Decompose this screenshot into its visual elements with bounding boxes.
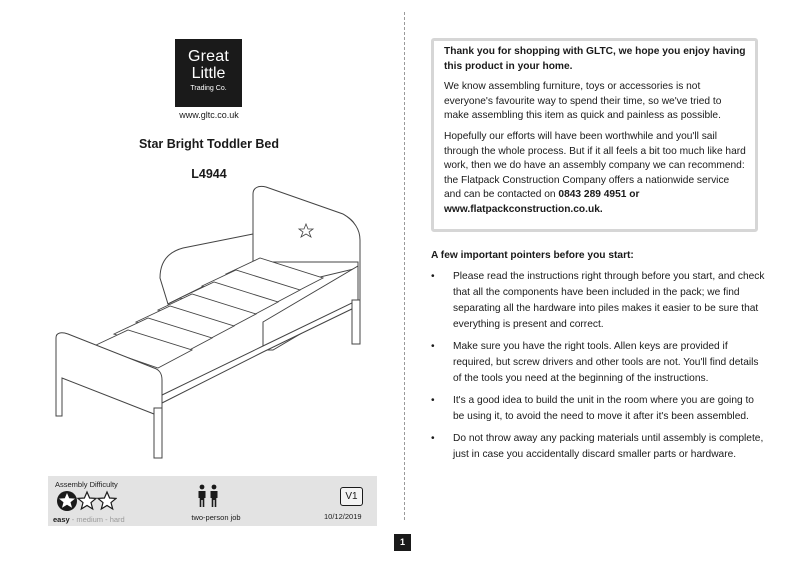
pointer-text: Do not throw away any packing materials until assembly is complete, just in case you accidentally discard smaller parts or hardware.: [453, 433, 764, 460]
product-title: Star Bright Toddler Bed: [138, 137, 280, 151]
difficulty-stars: [57, 490, 117, 512]
star-empty-icon: [78, 492, 96, 509]
brand-logo: [175, 39, 242, 107]
intro-paragraph-2-text: Hopefully our efforts will have been worthwhile and you'll sail through the whole process. But if it all feels a bit too much like hard work, then we do have an assembly company we can recommend: the Flatpack Construction Company offers a nationwide service and can be contacted on: [444, 130, 746, 201]
logo-line-2: Little: [191, 65, 226, 82]
intro-box: [431, 38, 758, 232]
intro-lead: Thank you for shopping with GLTC, we hope you enjoy having this product in your home.: [444, 46, 746, 72]
pointers-heading: A few important pointers before you start:: [431, 250, 634, 261]
version-badge: V1: [340, 487, 363, 506]
list-item: [431, 269, 766, 333]
list-item: [431, 431, 766, 463]
column-divider: [404, 12, 405, 520]
logo-line-1: Great: [187, 48, 229, 65]
star-filled-icon: [57, 491, 77, 511]
scale-sep: -: [103, 515, 110, 524]
list-item: [431, 393, 766, 425]
bullet: •: [431, 433, 435, 444]
website-text: www.gltc.co.uk: [179, 110, 239, 120]
bullet: •: [431, 395, 435, 406]
or-text: or: [626, 189, 640, 201]
pointers-list: [431, 269, 766, 469]
bullet: •: [431, 271, 435, 282]
two-people-icon: [196, 484, 220, 508]
pointer-text: It's a good idea to build the unit in the room where you are going to be using it, to avoid the need to move it after it's been assembled.: [453, 395, 754, 422]
intro-paragraph-2: [444, 130, 755, 218]
toddler-bed-illustration: [48, 182, 368, 462]
pointer-text: Make sure you have the right tools. Allen keys are provided if required, but screw drivers and other tools are not. You'll find details of the tools you need at the beginning of the instructions.: [453, 341, 759, 384]
scale-hard: hard: [109, 515, 125, 524]
logo-line-3: Trading Co.: [190, 85, 227, 92]
two-person-label: two-person job: [191, 513, 241, 522]
star-empty-icon: [98, 492, 116, 509]
product-code: L4944: [191, 167, 227, 181]
end-period: .: [599, 203, 603, 215]
difficulty-scale: [53, 515, 125, 524]
document-date: 10/12/2019: [324, 512, 362, 521]
difficulty-label: Assembly Difficulty: [55, 480, 118, 489]
scale-medium: medium: [76, 515, 104, 524]
list-item: [431, 339, 766, 387]
scale-sep: -: [69, 515, 77, 524]
phone-number: 0843 289 4951: [558, 189, 627, 201]
pointer-text: Please read the instructions right through before you start, and check that all the components have been included in the pack; we find separating all the hardware into piles makes it easier to be sure that everything is present and correct.: [453, 271, 765, 330]
scale-easy: easy: [53, 515, 70, 524]
assembly-info-strip: [48, 476, 377, 526]
page-number: 1: [394, 534, 411, 551]
flatpack-link: www.flatpackconstruction.co.uk: [444, 203, 600, 215]
bullet: •: [431, 341, 435, 352]
intro-paragraph-1: We know assembling furniture, toys or accessories is not everyone's favourite way to spend their time, so we've tried to make assembling this item as quick and painless as possible.: [444, 81, 722, 122]
